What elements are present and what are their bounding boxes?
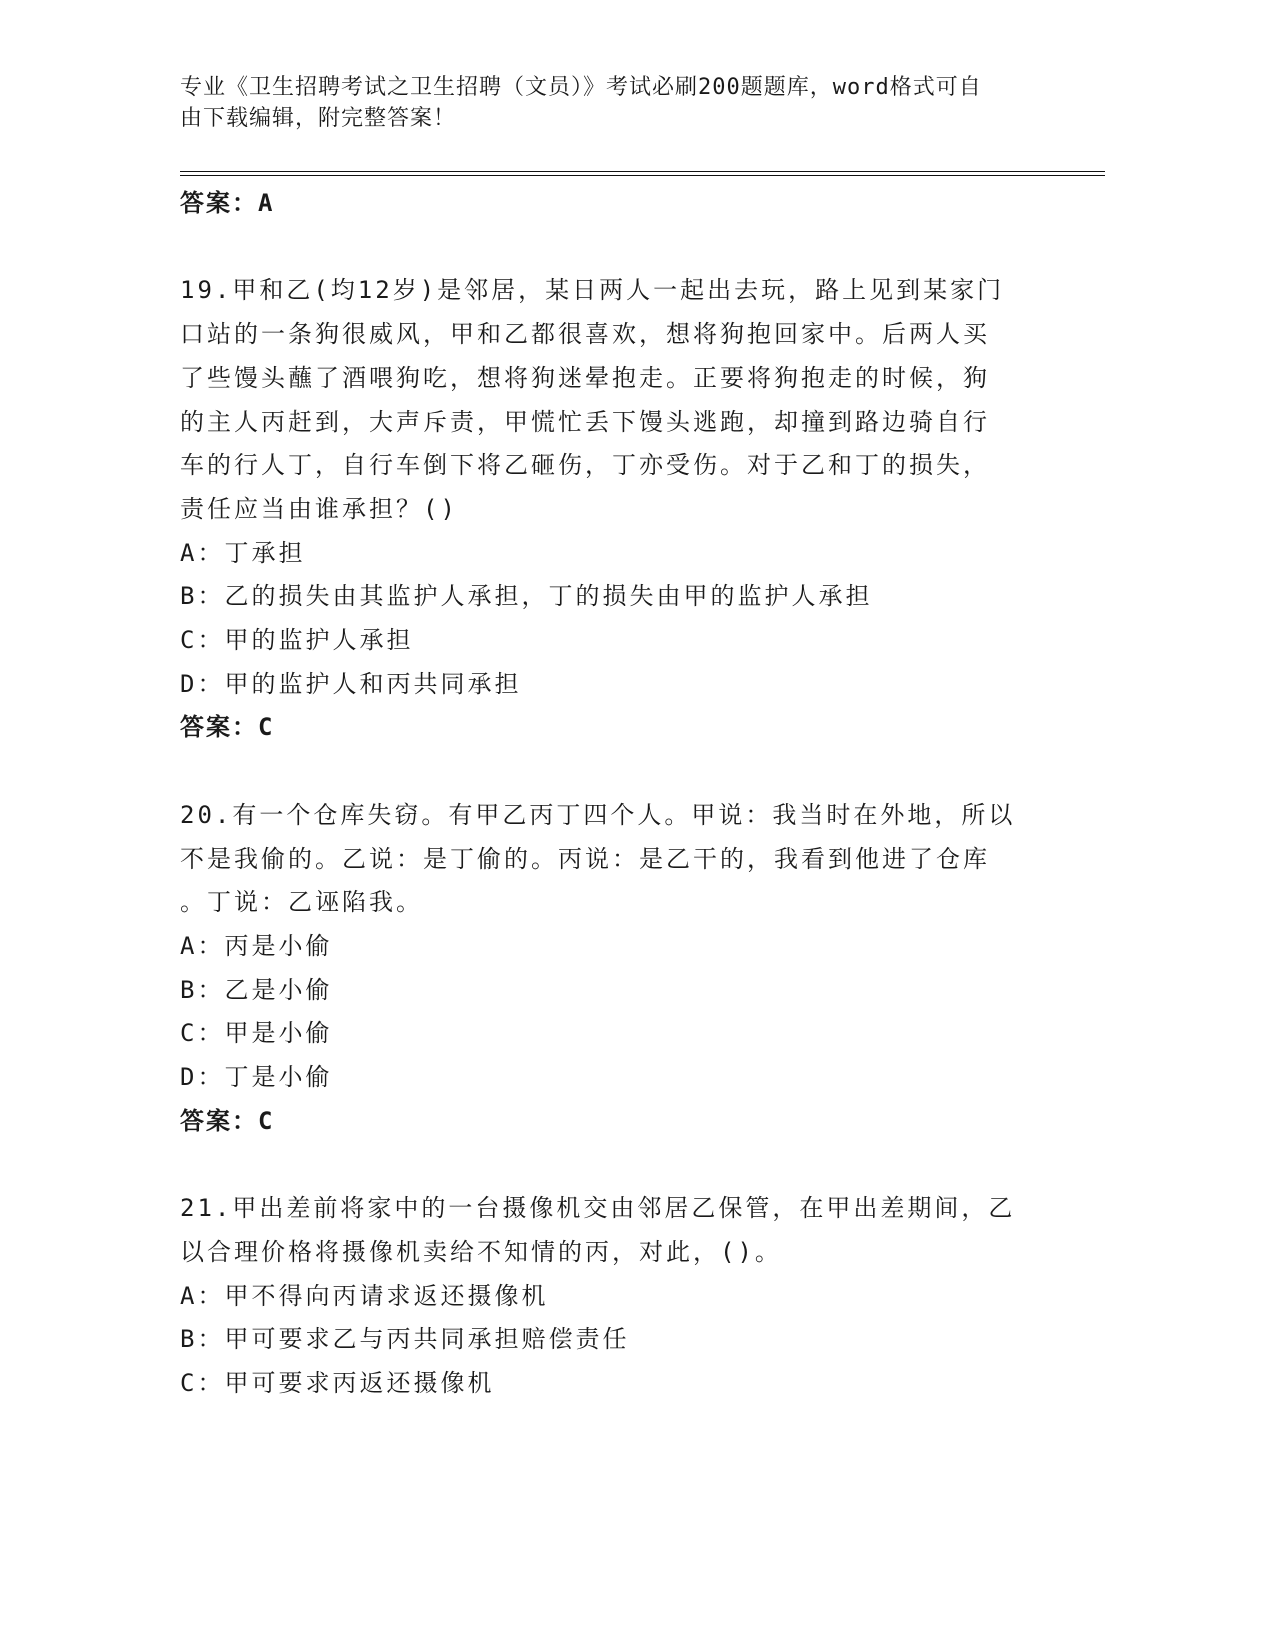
question-text-line: 21.甲出差前将家中的一台摄像机交由邻居乙保管，在甲出差期间，乙 (180, 1194, 1016, 1223)
question-text-line: 了些馒头蘸了酒喂狗吃，想将狗迷晕抱走。正要将狗抱走的时候，狗 (180, 363, 990, 392)
option-d: D：丁是小偷 (180, 1063, 333, 1092)
question-19 (180, 269, 1040, 750)
header-line-2: 由下载编辑，附完整答案！ (180, 106, 457, 131)
option-d: D：甲的监护人和丙共同承担 (180, 669, 522, 698)
document-header (180, 72, 1060, 134)
header-line-1: 专业《卫生招聘考试之卫生招聘（文员）》考试必刷200题题库，word格式可自 (180, 75, 982, 100)
question-text-line: 不是我偷的。乙说：是丁偷的。丙说：是乙干的，我看到他进了仓库 (180, 844, 990, 873)
question-21 (180, 1187, 1040, 1406)
document-body (180, 182, 1040, 1406)
option-c: C：甲的监护人承担 (180, 626, 414, 655)
header-rule-bottom (180, 175, 1105, 176)
question-text-line: 以合理价格将摄像机卖给不知情的丙，对此，()。 (180, 1237, 782, 1266)
question-text-line: 责任应当由谁承担？() (180, 494, 458, 523)
question-text-line: 19.甲和乙(均12岁)是邻居，某日两人一起出去玩，路上见到某家门 (180, 276, 1005, 305)
spacer (180, 750, 1040, 794)
option-a: A：丁承担 (180, 538, 306, 567)
option-b: B：乙的损失由其监护人承担，丁的损失由甲的监护人承担 (180, 582, 873, 611)
answer-line: 答案：C (180, 713, 275, 742)
option-b: B：乙是小偷 (180, 975, 333, 1004)
question-text-line: 车的行人丁，自行车倒下将乙砸伤，丁亦受伤。对于乙和丁的损失， (180, 451, 990, 480)
question-text-line: 的主人丙赶到，大声斥责，甲慌忙丢下馒头逃跑，却撞到路边骑自行 (180, 407, 990, 436)
answer-line: 答案：C (180, 1106, 275, 1135)
question-text-line: 20.有一个仓库失窃。有甲乙丙丁四个人。甲说：我当时在外地，所以 (180, 800, 1016, 829)
option-a: A：丙是小偷 (180, 931, 333, 960)
spacer (180, 1143, 1040, 1187)
question-20 (180, 794, 1040, 1144)
option-c: C：甲是小偷 (180, 1019, 333, 1048)
option-b: B：甲可要求乙与丙共同承担赔偿责任 (180, 1325, 630, 1354)
option-a: A：甲不得向丙请求返还摄像机 (180, 1281, 549, 1310)
question-text-line: 。丁说：乙诬陷我。 (180, 888, 423, 917)
question-text-line: 口站的一条狗很威风，甲和乙都很喜欢，想将狗抱回家中。后两人买 (180, 320, 990, 349)
spacer (180, 226, 1040, 270)
header-rule-top (180, 171, 1105, 172)
option-c: C：甲可要求丙返还摄像机 (180, 1368, 495, 1397)
answer-line: 答案：A (180, 189, 275, 217)
